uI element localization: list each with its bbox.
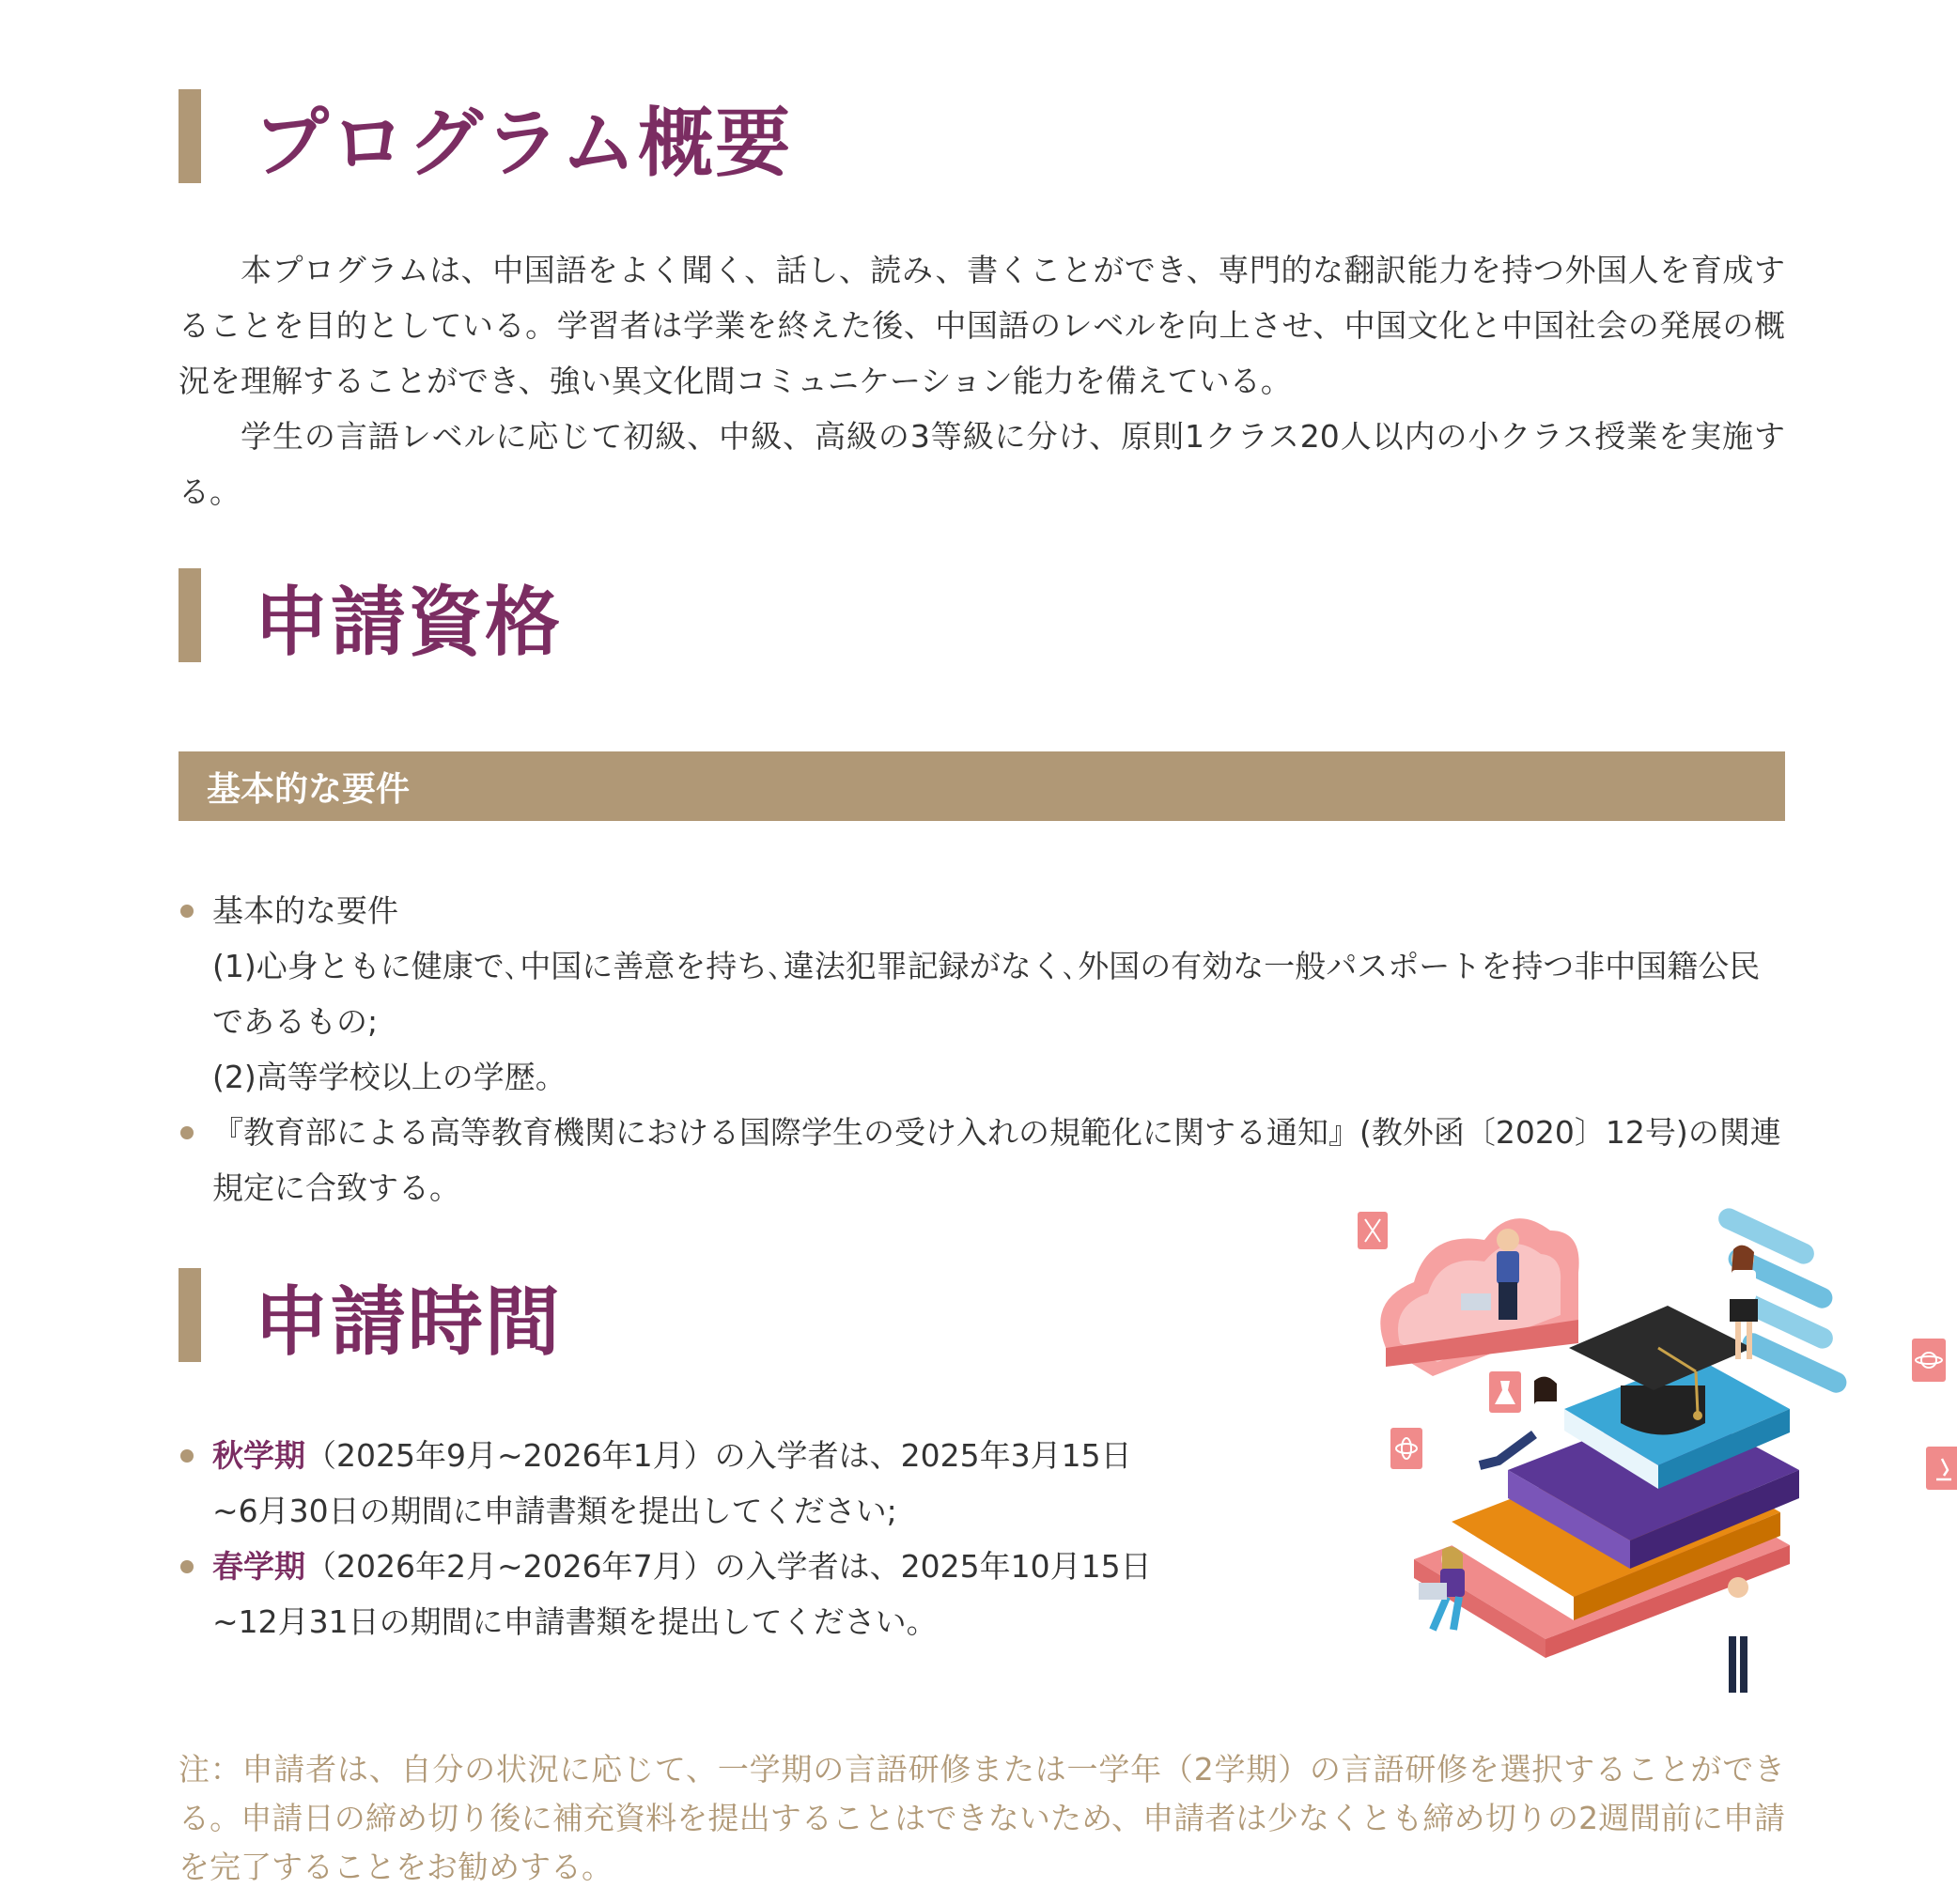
eligibility-list xyxy=(179,883,1785,1215)
overview-body xyxy=(179,242,1785,519)
list-item-line: (2)高等学校以上の学歴。 xyxy=(212,1059,567,1095)
flask-icon xyxy=(1489,1371,1521,1413)
term-label: 春学期 xyxy=(212,1548,305,1585)
bullet-dot-icon xyxy=(180,1126,194,1139)
person-standing-bottom xyxy=(1727,1577,1749,1693)
list-item xyxy=(179,1539,1156,1649)
heading-accent-bar xyxy=(179,568,201,662)
section-title: プログラム概要 xyxy=(254,99,793,187)
heading-accent-bar xyxy=(179,1268,201,1362)
overview-paragraph: 本プログラムは、中国語をよく聞く、話し、読み、書くことができ、専門的な翻訳能力を持つ外国人を育成することを目的としている。学習者は学業を終えた後、中国語のレベルを向上させ、中国文化と中国社会の発展の概況を理解することができ、強い異文化間コミュニケーション能力を備えている。 xyxy=(179,252,1785,399)
study-illustration xyxy=(1348,1188,1957,1724)
term-label: 秋学期 xyxy=(212,1437,305,1474)
planet-icon xyxy=(1912,1339,1946,1382)
section-title: 申請資格 xyxy=(254,578,562,666)
bullet-dot-icon xyxy=(180,1449,194,1463)
application-period-list xyxy=(179,1428,1156,1649)
term-description: （2025年9月~2026年1月）の入学者は、2025年3月15日~6月30日の期間に申請書類を提出してください; xyxy=(212,1437,1132,1529)
term-description: （2026年2月~2026年7月）の入学者は、2025年10月15日~12月31日の期間に申請書類を提出してください。 xyxy=(212,1548,1152,1640)
note-text: 注：申請者は、自分の状況に応じて、一学期の言語研修または一学年（2学期）の言語研修を選択することができる。申請日の締め切り後に補充資料を提出することはできないため、申請者は少なくとも締め切りの2週間前に申請を完了することをお勧めする。 xyxy=(179,1751,1785,1885)
overview-paragraph: 学生の言語レベルに応じて初級、中級、高級の3等級に分け、原則1クラス20人以内の小クラス授業を実施する。 xyxy=(179,418,1785,510)
microscope-icon xyxy=(1926,1447,1957,1490)
list-item xyxy=(179,883,1785,1105)
bullet-dot-icon xyxy=(180,1560,194,1573)
section-heading-overview xyxy=(179,89,793,187)
list-item-line: (1)心身ともに健康で､中国に善意を持ち､違法犯罪記録がなく､外国の有効な一般パスポートを持つ非中国籍公民であるもの; xyxy=(212,948,1761,1040)
list-item-line: 基本的な要件 xyxy=(212,892,398,929)
atom-icon xyxy=(1390,1428,1422,1469)
bullet-dot-icon xyxy=(180,905,194,918)
dna-icon xyxy=(1358,1212,1388,1249)
list-item-line: 『教育部による高等教育機関における国際学生の受け入れの規範化に関する通知』(教外函〔2020〕12号)の関連規定に合致する。 xyxy=(212,1114,1781,1206)
heading-accent-bar xyxy=(179,89,201,183)
section-title: 申請時間 xyxy=(254,1277,562,1366)
section-heading-application-period xyxy=(179,1268,562,1366)
section-heading-eligibility xyxy=(179,568,562,666)
list-item xyxy=(179,1428,1156,1539)
subheading-label: 基本的な要件 xyxy=(207,769,411,809)
subheading-bar xyxy=(179,751,1785,821)
